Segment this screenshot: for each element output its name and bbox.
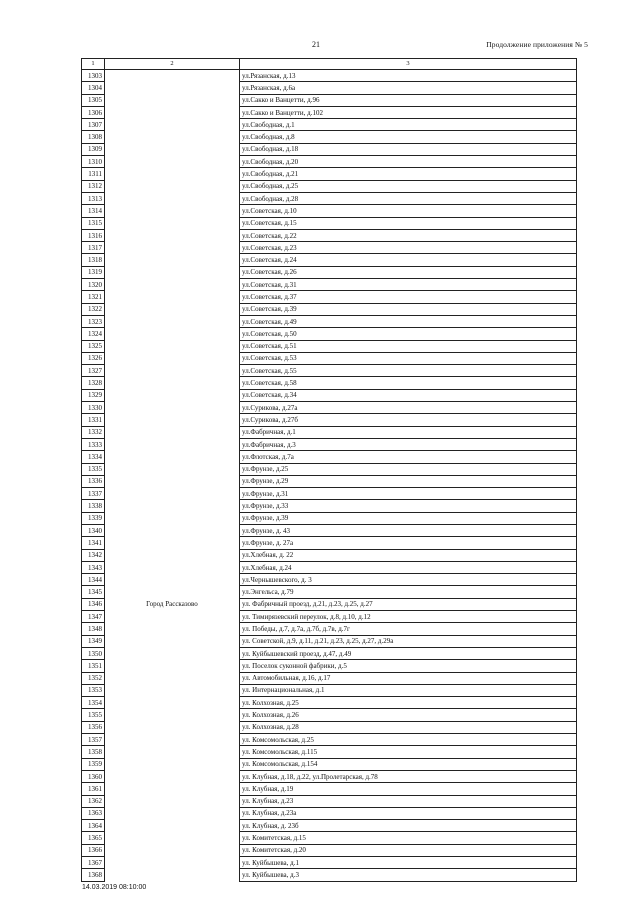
row-number: 1323: [82, 315, 105, 327]
row-place: [105, 500, 240, 512]
row-place: [105, 451, 240, 463]
row-address: ул.Фрунзе, д.31: [240, 488, 577, 500]
row-number: 1363: [82, 807, 105, 819]
row-number: 1307: [82, 119, 105, 131]
row-place: [105, 611, 240, 623]
row-number: 1315: [82, 217, 105, 229]
row-number: 1331: [82, 414, 105, 426]
row-address: ул.Советская, д.50: [240, 328, 577, 340]
row-number: 1327: [82, 365, 105, 377]
row-place: [105, 488, 240, 500]
row-place: [105, 328, 240, 340]
row-number: 1303: [82, 70, 105, 82]
row-number: 1360: [82, 770, 105, 782]
table-row: [82, 463, 577, 475]
row-place: [105, 414, 240, 426]
row-address: ул.Советская, д.31: [240, 279, 577, 291]
row-address: ул.Фабричная, д.1: [240, 426, 577, 438]
row-number: 1342: [82, 549, 105, 561]
row-address: ул.Советская, д.26: [240, 266, 577, 278]
row-place: [105, 266, 240, 278]
table-row: [82, 328, 577, 340]
row-address: ул. Клубная, д.18, д.22, ул.Пролетарская, д.78: [240, 770, 577, 782]
row-number: 1306: [82, 106, 105, 118]
table-row: [82, 783, 577, 795]
row-place: [105, 365, 240, 377]
table-row: [82, 857, 577, 869]
row-place: [105, 832, 240, 844]
table-row: [82, 106, 577, 118]
row-place: [105, 697, 240, 709]
row-place: [105, 143, 240, 155]
row-address: ул.Советская, д.39: [240, 303, 577, 315]
row-place: [105, 229, 240, 241]
row-place: [105, 217, 240, 229]
row-number: 1304: [82, 82, 105, 94]
table-row: [82, 205, 577, 217]
table-row: [82, 524, 577, 536]
row-place: [105, 623, 240, 635]
table-row: [82, 217, 577, 229]
row-address: ул.Фрунзе, д. 27а: [240, 537, 577, 549]
row-address: ул.Свободная, д.20: [240, 156, 577, 168]
row-number: 1344: [82, 574, 105, 586]
header-col-3: 3: [240, 59, 577, 70]
row-address: ул. Комитетская, д.20: [240, 844, 577, 856]
table-row: [82, 623, 577, 635]
row-place: [105, 586, 240, 598]
row-number: 1339: [82, 512, 105, 524]
row-address: ул.Советская, д.22: [240, 229, 577, 241]
row-place: [105, 524, 240, 536]
row-address: ул. Комитетская, д.15: [240, 832, 577, 844]
row-address: ул. Поселок суконной фабрики, д.5: [240, 660, 577, 672]
row-address: ул. Победы, д.7, д.7а, д.7б, д.7в, д.7г: [240, 623, 577, 635]
row-place: [105, 352, 240, 364]
table-row: [82, 734, 577, 746]
row-address: ул. Куйбышевский проезд, д.47, д.49: [240, 647, 577, 659]
row-number: 1336: [82, 475, 105, 487]
row-place: [105, 377, 240, 389]
header-col-2: 2: [105, 59, 240, 70]
row-place: [105, 684, 240, 696]
table-row: [82, 94, 577, 106]
row-number: 1308: [82, 131, 105, 143]
table-row: [82, 500, 577, 512]
row-number: 1313: [82, 192, 105, 204]
header-col-1: 1: [82, 59, 105, 70]
table-row: [82, 303, 577, 315]
row-place: [105, 795, 240, 807]
table-row: [82, 266, 577, 278]
row-address: ул.Советская, д.23: [240, 242, 577, 254]
table-row: [82, 709, 577, 721]
row-place: [105, 734, 240, 746]
row-place: [105, 475, 240, 487]
row-place: [105, 106, 240, 118]
row-address: ул. Тимирязевский переулок, д.8, д.10, д.12: [240, 611, 577, 623]
row-place: [105, 192, 240, 204]
row-place: [105, 746, 240, 758]
row-number: 1355: [82, 709, 105, 721]
row-number: 1348: [82, 623, 105, 635]
row-address: ул.Флотская, д.7а: [240, 451, 577, 463]
table-row: [82, 598, 577, 610]
row-address: ул.Рязанская, д.6а: [240, 82, 577, 94]
table-row: [82, 475, 577, 487]
row-place: [105, 463, 240, 475]
table-row: [82, 402, 577, 414]
row-address: ул.Хлебная, д. 22: [240, 549, 577, 561]
row-address: ул.Советская, д.10: [240, 205, 577, 217]
row-address: ул.Советская, д.24: [240, 254, 577, 266]
row-place: [105, 438, 240, 450]
row-place: [105, 574, 240, 586]
row-place: [105, 537, 240, 549]
table-row: [82, 254, 577, 266]
row-address: ул.Советская, д.51: [240, 340, 577, 352]
row-address: ул.Советская, д.55: [240, 365, 577, 377]
row-number: 1354: [82, 697, 105, 709]
table-row: [82, 242, 577, 254]
row-address: ул.Сакко и Ванцетти, д.102: [240, 106, 577, 118]
table-row: [82, 315, 577, 327]
row-address: ул.Свободная, д.21: [240, 168, 577, 180]
row-address: ул. Советской, д.9, д.11, д.21, д.23, д.25, д.27, д.29а: [240, 635, 577, 647]
row-address: ул. Клубная, д.19: [240, 783, 577, 795]
row-place: [105, 82, 240, 94]
row-address: ул.Советская, д.53: [240, 352, 577, 364]
row-address: ул. Колхозная, д.25: [240, 697, 577, 709]
table-row: [82, 291, 577, 303]
table-row: [82, 611, 577, 623]
row-place: [105, 131, 240, 143]
table-row: [82, 156, 577, 168]
row-address: ул.Советская, д.34: [240, 389, 577, 401]
table-row: [82, 844, 577, 856]
row-place: [105, 647, 240, 659]
table-row: [82, 340, 577, 352]
table-row: [82, 168, 577, 180]
row-address: ул.Энгельса, д.79: [240, 586, 577, 598]
row-place: [105, 869, 240, 881]
table-row: [82, 795, 577, 807]
row-address: ул.Фабричная, д.3: [240, 438, 577, 450]
row-place: [105, 279, 240, 291]
page-number: 21: [312, 40, 320, 49]
row-place: [105, 254, 240, 266]
address-table: [81, 58, 577, 882]
row-place: [105, 242, 240, 254]
row-number: 1332: [82, 426, 105, 438]
row-number: 1320: [82, 279, 105, 291]
table-row: [82, 549, 577, 561]
row-place: [105, 844, 240, 856]
row-place: [105, 180, 240, 192]
table-row: [82, 131, 577, 143]
row-number: 1347: [82, 611, 105, 623]
row-number: 1319: [82, 266, 105, 278]
table-row: [82, 561, 577, 573]
table-row: [82, 512, 577, 524]
row-number: 1359: [82, 758, 105, 770]
table-row: [82, 229, 577, 241]
row-place: [105, 549, 240, 561]
row-number: 1338: [82, 500, 105, 512]
row-address: ул.Советская, д.58: [240, 377, 577, 389]
row-place: [105, 635, 240, 647]
row-number: 1343: [82, 561, 105, 573]
row-number: 1340: [82, 524, 105, 536]
row-address: ул.Свободная, д.28: [240, 192, 577, 204]
table-row: [82, 647, 577, 659]
table-row: [82, 377, 577, 389]
row-address: ул.Свободная, д.1: [240, 119, 577, 131]
row-address: ул. Комсомольская, д.154: [240, 758, 577, 770]
table-header-row: [82, 59, 577, 70]
row-number: 1368: [82, 869, 105, 881]
row-number: 1353: [82, 684, 105, 696]
table-row: [82, 488, 577, 500]
row-address: ул.Фрунзе, д.29: [240, 475, 577, 487]
row-address: ул.Сурикова, д.27б: [240, 414, 577, 426]
row-address: ул.Сакко и Ванцетти, д.96: [240, 94, 577, 106]
row-place: [105, 770, 240, 782]
row-number: 1352: [82, 672, 105, 684]
row-place: [105, 156, 240, 168]
row-place: Город Рассказово: [105, 598, 240, 610]
row-place: [105, 119, 240, 131]
row-number: 1349: [82, 635, 105, 647]
table-row: [82, 832, 577, 844]
table-row: [82, 119, 577, 131]
row-number: 1309: [82, 143, 105, 155]
row-address: ул. Клубная, д.23а: [240, 807, 577, 819]
row-place: [105, 561, 240, 573]
row-number: 1362: [82, 795, 105, 807]
row-place: [105, 807, 240, 819]
row-number: 1324: [82, 328, 105, 340]
table-row: [82, 365, 577, 377]
table-row: [82, 746, 577, 758]
row-place: [105, 783, 240, 795]
row-number: 1311: [82, 168, 105, 180]
table-row: [82, 758, 577, 770]
row-address: ул. Куйбышева, д.1: [240, 857, 577, 869]
table-row: [82, 586, 577, 598]
table-row: [82, 451, 577, 463]
table-row: [82, 684, 577, 696]
table-row: [82, 426, 577, 438]
row-number: 1314: [82, 205, 105, 217]
row-address: ул.Фрунзе, д.33: [240, 500, 577, 512]
row-place: [105, 660, 240, 672]
row-address: ул.Советская, д.37: [240, 291, 577, 303]
row-address: ул.Сурикова, д.27а: [240, 402, 577, 414]
row-address: ул.Фрунзе, д.39: [240, 512, 577, 524]
row-place: [105, 402, 240, 414]
table-row: [82, 82, 577, 94]
row-place: [105, 70, 240, 82]
row-address: ул. Автомобильная, д.16, д.17: [240, 672, 577, 684]
row-address: ул.Свободная, д.18: [240, 143, 577, 155]
row-address: ул. Интернациональная, д.1: [240, 684, 577, 696]
row-number: 1365: [82, 832, 105, 844]
row-number: 1328: [82, 377, 105, 389]
row-address: ул.Хлебная, д.24: [240, 561, 577, 573]
row-address: ул.Фрунзе, д. 43: [240, 524, 577, 536]
continuation-caption: Продолжение приложения № 5: [486, 40, 588, 49]
row-number: 1345: [82, 586, 105, 598]
row-address: ул. Комсомольская, д.25: [240, 734, 577, 746]
row-number: 1326: [82, 352, 105, 364]
row-place: [105, 709, 240, 721]
table-row: [82, 770, 577, 782]
row-number: 1322: [82, 303, 105, 315]
table-row: [82, 352, 577, 364]
row-place: [105, 758, 240, 770]
row-number: 1366: [82, 844, 105, 856]
row-address: ул.Советская, д.49: [240, 315, 577, 327]
table-row: [82, 807, 577, 819]
table-row: [82, 70, 577, 82]
row-place: [105, 512, 240, 524]
table-row: [82, 180, 577, 192]
row-address: ул. Клубная, д. 23б: [240, 820, 577, 832]
row-number: 1356: [82, 721, 105, 733]
table-row: [82, 414, 577, 426]
row-number: 1361: [82, 783, 105, 795]
footer-timestamp: 14.03.2019 08:10:00: [82, 884, 147, 891]
table-row: [82, 820, 577, 832]
row-place: [105, 291, 240, 303]
row-place: [105, 315, 240, 327]
row-address: ул.Чернышевского, д. 3: [240, 574, 577, 586]
row-place: [105, 857, 240, 869]
row-place: [105, 340, 240, 352]
table-row: [82, 192, 577, 204]
row-address: ул. Клубная, д.23: [240, 795, 577, 807]
row-address: ул.Рязанская, д.13: [240, 70, 577, 82]
row-number: 1330: [82, 402, 105, 414]
table-row: [82, 660, 577, 672]
row-number: 1341: [82, 537, 105, 549]
row-place: [105, 303, 240, 315]
row-number: 1350: [82, 647, 105, 659]
row-number: 1334: [82, 451, 105, 463]
row-place: [105, 168, 240, 180]
table-row: [82, 721, 577, 733]
row-number: 1305: [82, 94, 105, 106]
row-number: 1337: [82, 488, 105, 500]
table-row: [82, 697, 577, 709]
row-address: ул.Свободная, д.25: [240, 180, 577, 192]
table-row: [82, 635, 577, 647]
row-number: 1346: [82, 598, 105, 610]
table-row: [82, 389, 577, 401]
row-place: [105, 94, 240, 106]
row-place: [105, 205, 240, 217]
row-address: ул.Фрунзе, д.25: [240, 463, 577, 475]
row-address: ул.Советская, д.15: [240, 217, 577, 229]
row-number: 1329: [82, 389, 105, 401]
table-row: [82, 869, 577, 881]
table-row: [82, 279, 577, 291]
row-number: 1335: [82, 463, 105, 475]
row-place: [105, 721, 240, 733]
row-address: ул.Свободная, д.8: [240, 131, 577, 143]
row-number: 1321: [82, 291, 105, 303]
table-row: [82, 672, 577, 684]
row-number: 1351: [82, 660, 105, 672]
row-place: [105, 389, 240, 401]
row-address: ул. Фабричный проезд, д.21, д.23, д.25, д.27: [240, 598, 577, 610]
row-number: 1318: [82, 254, 105, 266]
row-number: 1312: [82, 180, 105, 192]
row-number: 1367: [82, 857, 105, 869]
row-number: 1357: [82, 734, 105, 746]
row-number: 1364: [82, 820, 105, 832]
row-place: [105, 672, 240, 684]
table-row: [82, 537, 577, 549]
table-row: [82, 438, 577, 450]
row-number: 1358: [82, 746, 105, 758]
row-address: ул. Комсомольская, д.115: [240, 746, 577, 758]
row-number: 1316: [82, 229, 105, 241]
row-number: 1317: [82, 242, 105, 254]
row-number: 1325: [82, 340, 105, 352]
row-number: 1333: [82, 438, 105, 450]
row-address: ул. Колхозная, д.28: [240, 721, 577, 733]
row-address: ул. Куйбышева, д.3: [240, 869, 577, 881]
row-place: [105, 820, 240, 832]
row-number: 1310: [82, 156, 105, 168]
row-place: [105, 426, 240, 438]
table-row: [82, 574, 577, 586]
table-row: [82, 143, 577, 155]
row-address: ул. Колхозная, д.26: [240, 709, 577, 721]
